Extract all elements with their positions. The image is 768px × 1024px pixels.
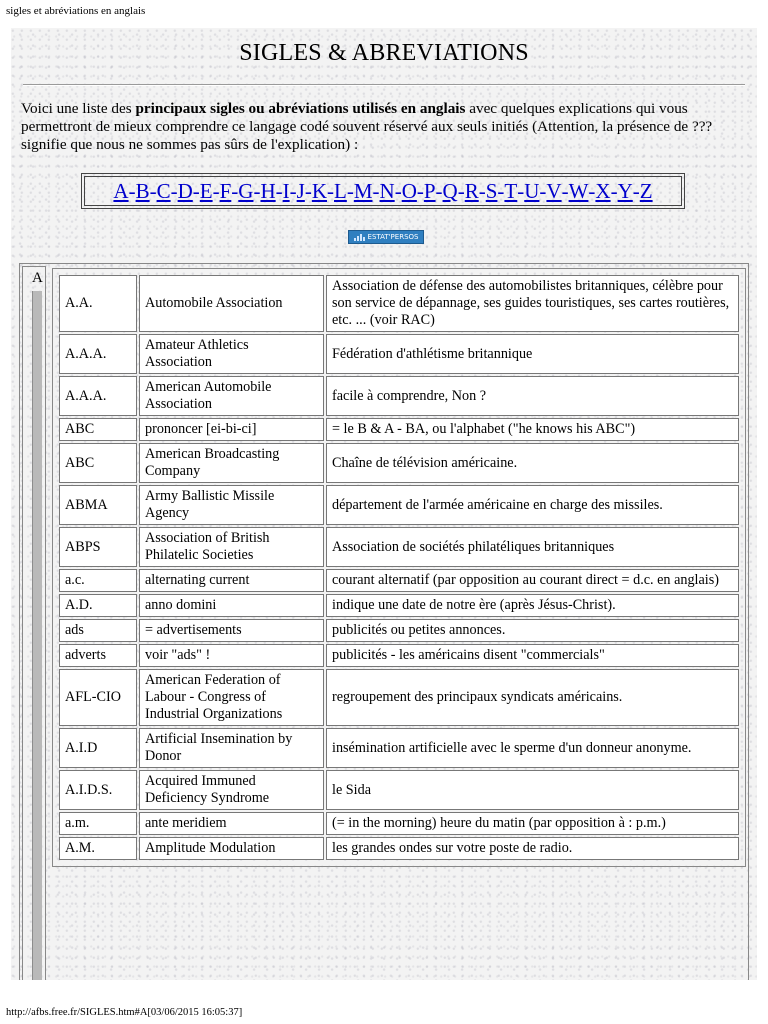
abbreviation-cell: a.c.: [59, 569, 137, 592]
table-row: [59, 569, 739, 592]
abbreviation-cell: ABC: [59, 443, 137, 483]
full-form-cell: ante meridiem: [139, 812, 324, 835]
intro-bold: principaux sigles ou abréviations utilisés en anglais: [135, 100, 466, 117]
intro-paragraph: [21, 100, 745, 154]
alphabet-separator: -: [517, 178, 525, 203]
table-row: [59, 619, 739, 642]
alphabet-link-e[interactable]: E: [199, 178, 213, 203]
table-row: [59, 837, 739, 860]
section-letter: A: [32, 270, 43, 286]
section-table: [19, 263, 749, 980]
alphabet-link-o[interactable]: O: [401, 178, 417, 203]
alphabet-link-l[interactable]: L: [334, 178, 347, 203]
alphabet-link-f[interactable]: F: [219, 178, 232, 203]
document-header-title: sigles et abréviations en anglais: [6, 5, 146, 17]
alphabet-link-a[interactable]: A: [113, 178, 129, 203]
alphabet-separator: -: [539, 178, 547, 203]
alphabet-separator: -: [561, 178, 569, 203]
bar-chart-icon: [354, 233, 365, 241]
full-form-cell: American Federation of Labour - Congress of Industrial Organizations: [139, 669, 324, 726]
full-form-cell: alternating current: [139, 569, 324, 592]
alphabet-separator: -: [128, 178, 136, 203]
explanation-cell: publicités - les américains disent "commercials": [326, 644, 739, 667]
alphabet-link-w[interactable]: W: [568, 178, 589, 203]
full-form-cell: Acquired Immuned Deficiency Syndrome: [139, 770, 324, 810]
alphabet-link-b[interactable]: B: [135, 178, 150, 203]
estat-persos-badge[interactable]: [348, 230, 424, 244]
full-form-cell: Army Ballistic Missile Agency: [139, 485, 324, 525]
alphabet-link-v[interactable]: V: [546, 178, 562, 203]
abbreviation-cell: A.I.D.S.: [59, 770, 137, 810]
abbreviation-cell: ABC: [59, 418, 137, 441]
alphabet-separator: -: [346, 178, 354, 203]
explanation-cell: Chaîne de télévision américaine.: [326, 443, 739, 483]
table-row: [59, 418, 739, 441]
alphabet-separator: -: [304, 178, 312, 203]
alphabet-link-z[interactable]: Z: [639, 178, 653, 203]
alphabet-separator: -: [372, 178, 380, 203]
section-letter-bar: [32, 291, 42, 980]
alphabet-separator: -: [416, 178, 424, 203]
alphabet-links: [84, 176, 682, 206]
table-row: [59, 812, 739, 835]
explanation-cell: (= in the morning) heure du matin (par opposition à : p.m.): [326, 812, 739, 835]
full-form-cell: Artificial Insemination by Donor: [139, 728, 324, 768]
abbreviation-cell: A.A.A.: [59, 376, 137, 416]
alphabet-separator: -: [394, 178, 402, 203]
table-row: [59, 443, 739, 483]
alphabet-link-s[interactable]: S: [485, 178, 498, 203]
footer-url: http://afbs.free.fr/SIGLES.htm#A[03/06/2015 16:05:37]: [6, 1007, 243, 1018]
explanation-cell: facile à comprendre, Non ?: [326, 376, 739, 416]
badge-label: ESTAT'PERSOS: [367, 233, 419, 241]
abbreviation-cell: AFL-CIO: [59, 669, 137, 726]
alphabet-separator: -: [275, 178, 283, 203]
page-title: SIGLES & ABREVIATIONS: [239, 40, 529, 66]
table-row: [59, 485, 739, 525]
full-form-cell: Automobile Association: [139, 275, 324, 332]
alphabet-separator: -: [632, 178, 640, 203]
full-form-cell: = advertisements: [139, 619, 324, 642]
alphabet-separator: -: [610, 178, 618, 203]
section-letter-cell: [22, 266, 46, 980]
alphabet-separator: -: [192, 178, 200, 203]
alphabet-separator: -: [149, 178, 157, 203]
alphabet-separator: -: [253, 178, 261, 203]
explanation-cell: Association de défense des automobilistes britanniques, célèbre pour son service de dépannage, ses guides touristiques, ses cartes routières, etc. ... (voir RAC): [326, 275, 739, 332]
full-form-cell: American Automobile Association: [139, 376, 324, 416]
alphabet-separator: -: [170, 178, 178, 203]
full-form-cell: anno domini: [139, 594, 324, 617]
alphabet-separator: -: [231, 178, 239, 203]
alphabet-link-k[interactable]: K: [311, 178, 327, 203]
abbreviation-cell: A.I.D: [59, 728, 137, 768]
table-row: [59, 770, 739, 810]
explanation-cell: regroupement des principaux syndicats américains.: [326, 669, 739, 726]
alphabet-link-r[interactable]: R: [464, 178, 479, 203]
alphabet-link-t[interactable]: T: [504, 178, 518, 203]
alphabet-separator: -: [212, 178, 220, 203]
table-row: [59, 669, 739, 726]
abbreviation-cell: A.A.: [59, 275, 137, 332]
alphabet-link-m[interactable]: M: [353, 178, 373, 203]
alphabet-nav: [81, 173, 685, 209]
alphabet-link-p[interactable]: P: [423, 178, 436, 203]
alphabet-link-x[interactable]: X: [595, 178, 611, 203]
explanation-cell: les grandes ondes sur votre poste de radio.: [326, 837, 739, 860]
table-row: [59, 376, 739, 416]
explanation-cell: publicités ou petites annonces.: [326, 619, 739, 642]
explanation-cell: = le B & A - BA, ou l'alphabet ("he knows his ABC"): [326, 418, 739, 441]
full-form-cell: Amplitude Modulation: [139, 837, 324, 860]
alphabet-link-g[interactable]: G: [238, 178, 254, 203]
explanation-cell: Fédération d'athlétisme britannique: [326, 334, 739, 374]
table-row: [59, 594, 739, 617]
abbreviation-cell: A.D.: [59, 594, 137, 617]
alphabet-link-n[interactable]: N: [379, 178, 395, 203]
explanation-cell: indique une date de notre ère (après Jésus-Christ).: [326, 594, 739, 617]
abbreviation-cell: a.m.: [59, 812, 137, 835]
table-row: [59, 334, 739, 374]
explanation-cell: insémination artificielle avec le sperme d'un donneur anonyme.: [326, 728, 739, 768]
explanation-cell: département de l'armée américaine en charge des missiles.: [326, 485, 739, 525]
alphabet-separator: -: [435, 178, 443, 203]
alphabet-link-h[interactable]: H: [260, 178, 276, 203]
full-form-cell: prononcer [ei-bi-ci]: [139, 418, 324, 441]
full-form-cell: Association of British Philatelic Societies: [139, 527, 324, 567]
abbreviation-table: [57, 273, 741, 862]
full-form-cell: voir "ads" !: [139, 644, 324, 667]
table-row: [59, 275, 739, 332]
explanation-cell: le Sida: [326, 770, 739, 810]
intro-start: Voici une liste des: [21, 100, 136, 117]
alphabet-separator: -: [327, 178, 334, 203]
abbreviation-cell: A.M.: [59, 837, 137, 860]
alphabet-separator: -: [457, 178, 465, 203]
alphabet-link-d[interactable]: D: [177, 178, 193, 203]
table-row: [59, 644, 739, 667]
alphabet-link-j[interactable]: J: [296, 178, 305, 203]
alphabet-separator: -: [478, 178, 486, 203]
alphabet-link-q[interactable]: Q: [442, 178, 458, 203]
page-content: [11, 28, 757, 980]
explanation-cell: Association de sociétés philatéliques britanniques: [326, 527, 739, 567]
alphabet-link-y[interactable]: Y: [617, 178, 633, 203]
abbreviation-cell: ABPS: [59, 527, 137, 567]
alphabet-separator: -: [588, 178, 596, 203]
table-row: [59, 527, 739, 567]
abbreviation-cell: A.A.A.: [59, 334, 137, 374]
alphabet-link-u[interactable]: U: [524, 178, 540, 203]
alphabet-link-i[interactable]: I: [282, 178, 290, 203]
alphabet-link-c[interactable]: C: [156, 178, 171, 203]
full-form-cell: Amateur Athletics Association: [139, 334, 324, 374]
table-row: [59, 728, 739, 768]
full-form-cell: American Broadcasting Company: [139, 443, 324, 483]
abbreviation-cell: adverts: [59, 644, 137, 667]
abbreviation-cell: ABMA: [59, 485, 137, 525]
explanation-cell: courant alternatif (par opposition au courant direct = d.c. en anglais): [326, 569, 739, 592]
alphabet-separator: -: [289, 178, 297, 203]
abbreviation-table-wrapper: [52, 268, 746, 867]
alphabet-separator: -: [497, 178, 505, 203]
abbreviation-cell: ads: [59, 619, 137, 642]
title-divider: [23, 84, 745, 86]
intro-end: avec quelques explications qui vous permettront de mieux comprendre ce langage codé souvent réservé aux seuls initiés (Attention, la présence de ??? signifie que nous ne sommes pas sûrs de l'explication) :: [21, 100, 713, 153]
